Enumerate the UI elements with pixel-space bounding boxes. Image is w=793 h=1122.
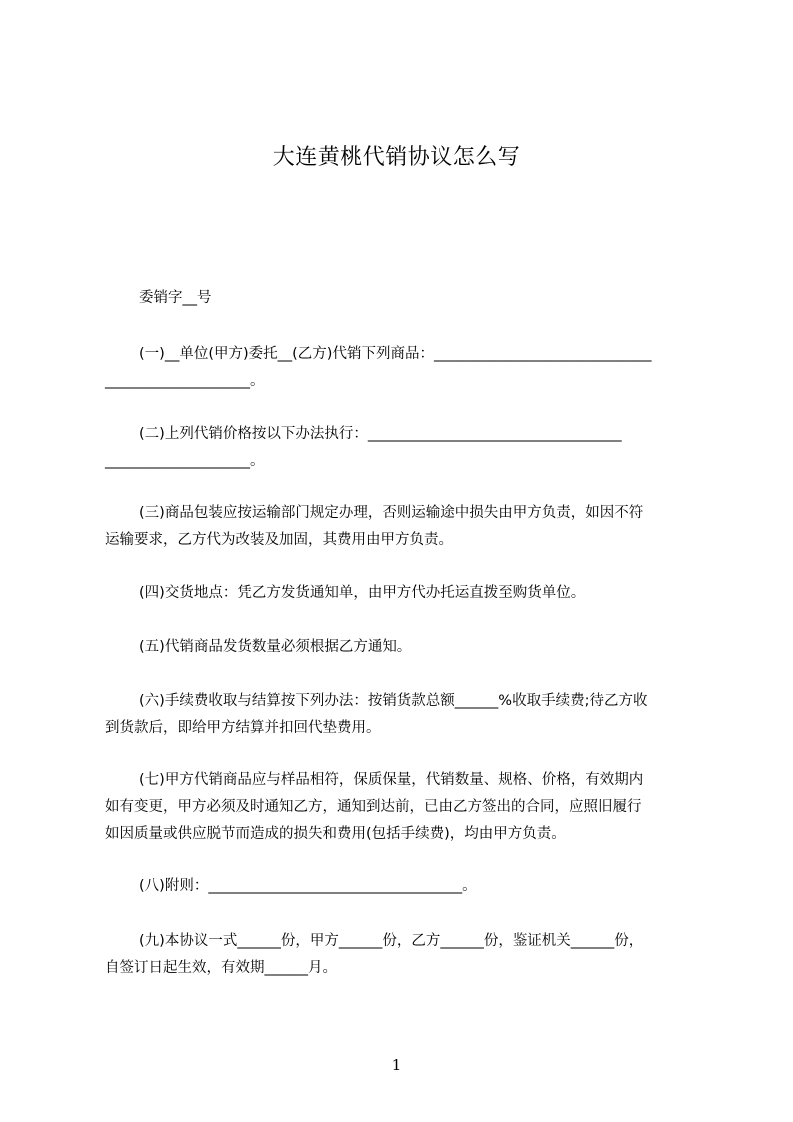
paragraph-line: (六)手续费收取与结算按下列办法：按销货款总额______%收取手续费;待乙方收 [139,693,648,709]
paragraph-clause-3 [105,500,701,554]
paragraph-line: (八)附则：___________________________________。 [139,878,477,894]
paragraph-line: (三)商品包装应按运输部门规定办理，否则运输途中损失由甲方负责，如因不符 [139,505,644,521]
paragraph-line: 如因质量或供应脱节而造成的损失和费用(包括手续费)，均由甲方负责。 [105,826,566,842]
paragraph-line: 委销字__号 [139,290,212,306]
document-title: 大连黄桃代销协议怎么写 [272,145,521,170]
paragraph-line: 如有变更，甲方必须及时通知乙方，通知到达前，已由乙方签出的合同，应照旧履行 [105,799,642,815]
paragraph-reference-number [105,285,701,312]
paragraph-clause-1 [105,341,701,395]
paragraph-line: ____________________。 [105,453,265,469]
paragraph-line: (二)上列代销价格按以下办法执行：___________________________________ [139,426,622,442]
paragraph-line: 自签订日起生效，有效期______月。 [105,960,337,976]
paragraph-line: (一)__单位(甲方)委托__(乙方)代销下列商品：______________________________ [139,346,652,362]
paragraph-clause-8 [105,873,701,900]
paragraph-clause-7 [105,767,701,848]
paragraph-line: 到货款后，即给甲方结算并扣回代垫费用。 [105,720,381,736]
paragraph-line: (五)代销商品发货数量必须根据乙方通知。 [139,639,412,655]
paragraph-line: ____________________。 [105,373,265,389]
paragraph-clause-9 [105,928,701,982]
paragraph-line: (四)交货地点：凭乙方发货通知单，由甲方代办托运直拨至购货单位。 [139,585,586,601]
paragraph-clause-4 [105,580,701,607]
paragraph-line: (九)本协议一式______份，甲方______份，乙方______份，鉴证机关______份， [139,933,644,949]
page-number: 1 [391,1056,402,1074]
paragraph-clause-5 [105,634,701,661]
paragraph-clause-6 [105,688,701,742]
paragraph-line: (七)甲方代销商品应与样品相符，保质保量，代销数量、规格、价格，有效期内 [139,772,644,788]
paragraph-clause-2 [105,421,701,475]
paragraph-line: 运输要求，乙方代为改装及加固，其费用由甲方负责。 [105,532,453,548]
